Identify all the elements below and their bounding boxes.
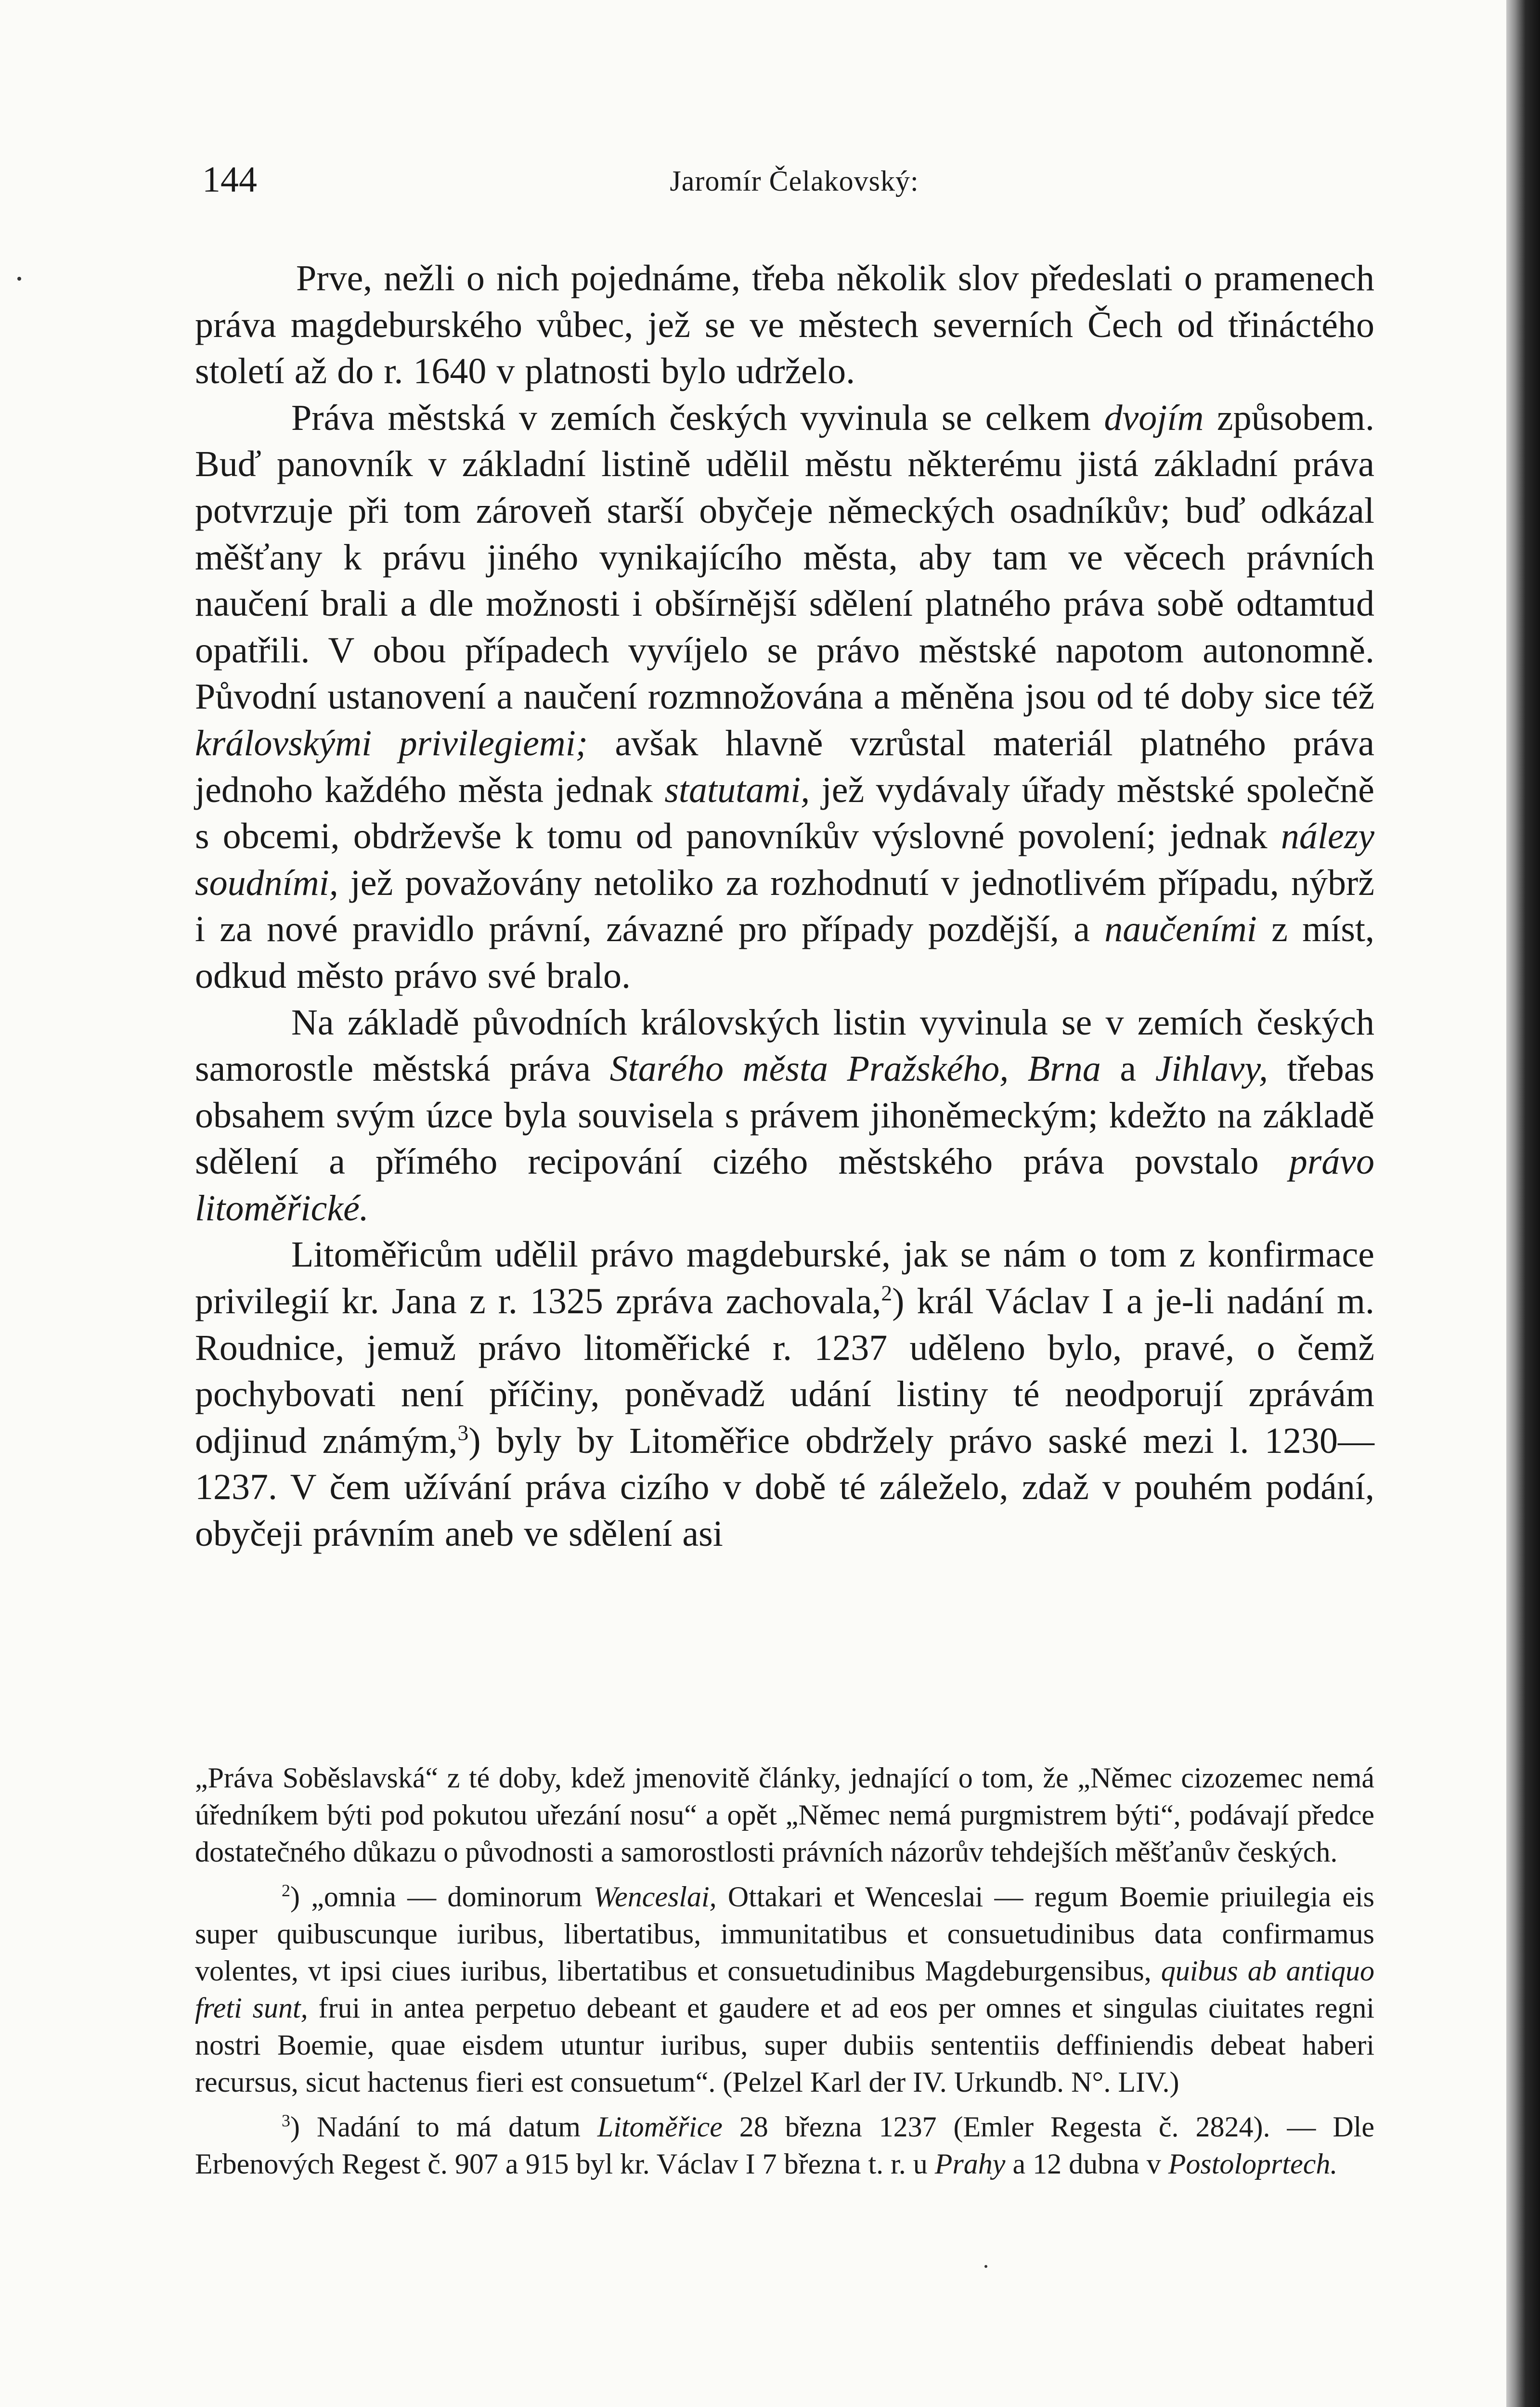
footnote-continuation (195, 1760, 1374, 1871)
italic-run: Wenceslai, (593, 1881, 717, 1913)
text-run: Na základě původních královských listin vyvinula se v zemích českých samorostle městská práva (195, 1002, 1374, 1089)
text-run: třebas obsahem svým úzce byla souvisela s právem jihoněmeckým; kdežto na základě sdělení a přímého recipování cizého městského práva povstalo (195, 1048, 1375, 1182)
paragraph-3 (195, 999, 1374, 1232)
text-run: Litoměřicům udělil právo magdeburské, jak se nám o tom z konfirmace privilegií kr. Jana z r. 1325 zpráva zachovala, (195, 1234, 1374, 1322)
text-run: ) král Václav I a je-li nadání m. Roudnice, jemuž právo litoměřické r. 1237 uděleno bylo, pravé, o čemž pochybovati není příčiny, poněvadž udání listiny té neodporují zprávám odjinud známým, (195, 1281, 1374, 1461)
main-text (195, 255, 1374, 1557)
paragraph-4 (195, 1231, 1374, 1557)
text-run: Práva městská v zemích českých vyvinula se celkem (291, 397, 1104, 438)
text-run: ) Nadání to má datum (290, 2111, 597, 2143)
binding-edge (1506, 0, 1540, 2407)
text-run: Ottakari et Wenceslai — regum Boemie priuilegia eis super quibuscunque iuribus, libertatibus, immunitatibus et consuetudinibus data confirmamus volentes, vt ipsi ciues iuribus, libertatibus et consuetudinibus Magdeburgensibus, (195, 1881, 1374, 1987)
text-run: z míst, odkud město právo své bralo. (195, 909, 1375, 996)
text-run: frui in antea perpetuo debeant et gaudere et ad eos per omnes et singulas ciuitates regni nostri Boemie, quae eisdem utuntur iuribus, super dubiis sententiis deffiniendis debeat haberi recursus, sicut hactenus fieri est consuetum“. (Pelzel Karl der IV. Urkundb. N°. LIV.) (195, 1992, 1374, 2098)
scan-speck (984, 2265, 987, 2268)
footnote-2-mark: 2 (282, 1881, 290, 1900)
scan-speck (17, 277, 21, 281)
text-run: jež považovány netoliko za rozhodnutí v jednotlivém případu, nýbrž i za nové pravidlo právní, závazné pro případy pozdější, a (195, 862, 1374, 950)
italic-run: Jihlavy, (1155, 1048, 1268, 1089)
footnote-ref-3: 3 (457, 1420, 469, 1445)
footnote-2 (195, 1878, 1374, 2101)
text-run: 28 března 1237 (Emler Regesta č. 2824). — Dle Erbenových Regest č. 907 a 915 byl kr. Václav I 7 března t. r. u (195, 2111, 1374, 2180)
footnote-3-mark: 3 (282, 2111, 290, 2130)
text-run: ) byly by Litoměřice obdržely právo saské mezi l. 1230—1237. V čem užívání práva cizího v době té záleželo, zdaž v pouhém podání, obyčeji právním aneb ve sdělení asi (195, 1420, 1374, 1554)
page-number: 144 (202, 159, 257, 200)
footnote-continuation-text: „Práva Soběslavská“ z té doby, kdež jmenovitě články, jednající o tom, že „Němec cizozemec nemá úředníkem býti pod pokutou uřezání nosu“ a opět „Němec nemá purgmistrem býti“, podávají předce dostatečného důkazu o původnosti a samorostlosti právních názorův tehdejších měšťanův českých. (195, 1762, 1374, 1868)
text-run: avšak hlavně vzrůstal materiál platného práva jednoho každého města jednak (195, 723, 1374, 810)
footnotes (195, 1760, 1374, 2183)
italic-run: Starého města Pražského, Brna (609, 1048, 1101, 1089)
footnote-3 (195, 2109, 1374, 2183)
page-header (202, 159, 1386, 212)
italic-run: statutami, (664, 769, 810, 810)
italic-run: nálezy soudními, (195, 816, 1374, 903)
italic-run: Prahy (934, 2148, 1006, 2180)
italic-run: Litoměřice (597, 2111, 723, 2143)
italic-run: dvojím (1104, 397, 1204, 438)
italic-run: naučeními (1104, 909, 1257, 950)
paragraph-2 (195, 395, 1374, 999)
italic-run: právo litoměřické. (195, 1141, 1374, 1229)
italic-run: Postoloprtech. (1168, 2148, 1338, 2180)
paragraph-1 (195, 255, 1374, 395)
text-run: jež vydávaly úřady městské společně s obcemi, obdrževše k tomu od panovníkův výslovné povolení; jednak (195, 769, 1374, 857)
footnote-ref-2: 2 (881, 1281, 893, 1306)
running-title: Jaromír Čelakovský: (670, 165, 919, 197)
text-run: ) „omnia — dominorum (290, 1881, 594, 1913)
text-run: a 12 dubna v (1005, 2148, 1168, 2180)
paragraph-1-text: Prve, nežli o nich pojednáme, třeba několik slov předeslati o pramenech práva magdeburského vůbec, jež se ve městech severních Čech od třináctého století až do r. 1640 v platnosti bylo udrželo. (195, 258, 1374, 392)
text-run: a (1100, 1048, 1155, 1089)
text-run: způsobem. Buď panovník v základní listině udělil městu některému jistá základní práva potvrzuje při tom zároveň starší obyčeje německých osadníkův; buď odkázal měšťany k právu jiného vynikajícího města, aby tam ve věcech právních naučení brali a dle možnosti i obšírnější sdělení platného práva sobě odtamtud opatřili. V obou případech vyvíjelo se právo městské napotom autonomně. Původní ustanovení a naučení rozmnožována a měněna jsou od té doby sice též (195, 397, 1374, 717)
italic-run: královskými privilegiemi; (195, 723, 588, 764)
italic-run: quibus ab antiquo freti sunt, (195, 1955, 1374, 2024)
